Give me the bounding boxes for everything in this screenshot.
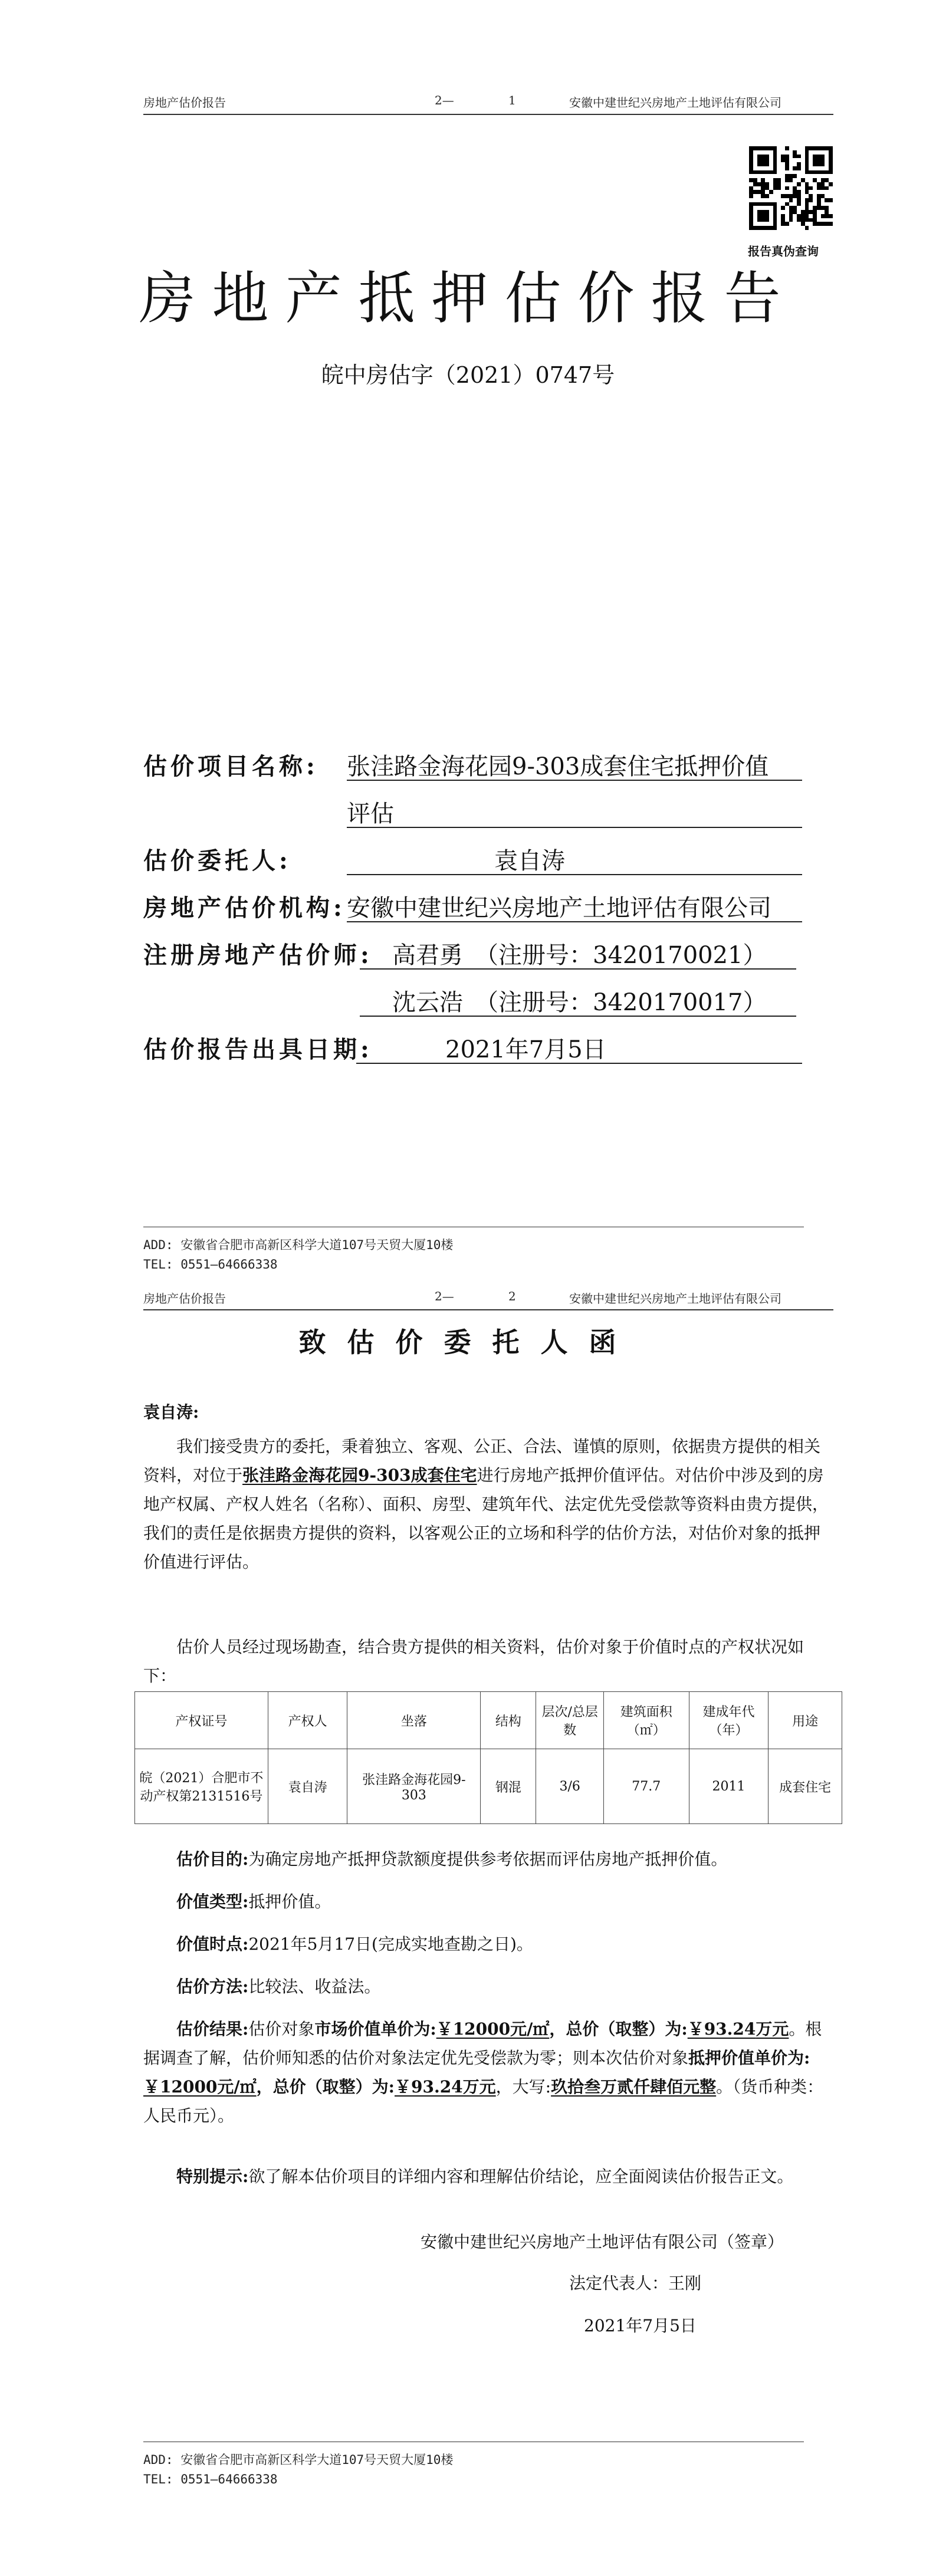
table-header: 产权人 <box>268 1692 347 1749</box>
project-label: 估价项目名称: <box>143 753 318 780</box>
table-cell: 2011 <box>689 1749 768 1824</box>
legal-representative: 法定代表人：王刚 <box>569 2273 702 2293</box>
client-value: 袁自涛 <box>494 847 565 875</box>
header-report-name: 房地产估价报告 <box>143 96 226 110</box>
table-cell: 77.7 <box>603 1749 689 1824</box>
header-page-number: 2— <box>435 1289 454 1303</box>
result-paragraph: 估价结果:估价对象市场价值单价为:￥12000元/㎡，总价（取整）为:￥93.24万元。根据调查了解，估价师知悉的估价对象法定优先受偿款为零；则本次估价对象抵押价值单价为:￥12000元/㎡，总价（取整）为:￥93.24万元，大写:玖拾叁万贰仟肆佰元整。（货币种类：人民币元）。 <box>143 2019 824 2125</box>
footer-address: ADD: 安徽省合肥市高新区科学大道107号天贸大厦10楼 <box>143 2453 454 2467</box>
table-cell: 成套住宅 <box>768 1749 842 1824</box>
date-label: 估价报告出具日期: <box>143 1036 373 1063</box>
header-company: 安徽中建世纪兴房地产土地评估有限公司 <box>569 96 781 110</box>
project-value-line1: 张洼路金海花园9-303成套住宅抵押价值 <box>347 753 769 780</box>
date-value: 2021年7月5日 <box>445 1036 606 1063</box>
purpose-line: 估价目的:为确定房地产抵押贷款额度提供参考依据而评估房地产抵押价值。 <box>176 1849 728 1869</box>
table-header-row <box>135 1692 842 1749</box>
paragraph-1: 我们接受贵方的委托，秉着独立、客观、公正、合法、谨慎的原则，依据贵方提供的相关资料，对位于张洼路金海花园9-303成套住宅进行房地产抵押价值评估。对估价中涉及到的房地产权属、产权人姓名（名称）、面积、房型、建筑年代、法定优先受偿款等资料由贵方提供，我们的责任是依据贵方提供的资料，以客观公正的立场和科学的估价方法，对估价对象的抵押价值进行评估。 <box>143 1437 829 1572</box>
underline <box>347 827 802 828</box>
underline <box>347 874 802 875</box>
underline <box>360 1016 796 1017</box>
method-line: 估价方法:比较法、收益法。 <box>176 1977 381 1996</box>
table-cell: 钢混 <box>481 1749 536 1824</box>
table-header: 用途 <box>768 1692 842 1749</box>
table-header: 坐落 <box>347 1692 481 1749</box>
report-title: 房地产抵押估价报告 <box>139 265 797 331</box>
agency-value: 安徽中建世纪兴房地产土地评估有限公司 <box>347 895 771 922</box>
project-value-line2: 评估 <box>347 800 394 827</box>
underline <box>360 968 796 970</box>
signature-company: 安徽中建世纪兴房地产土地评估有限公司（签章） <box>421 2232 784 2252</box>
qr-caption: 报告真伪查询 <box>748 244 819 258</box>
value-type-line: 价值类型:抵押价值。 <box>176 1892 331 1911</box>
table-cell: 袁自涛 <box>268 1749 347 1824</box>
client-label: 估价委托人: <box>143 847 291 875</box>
underline <box>356 1063 802 1064</box>
header-rule <box>143 114 833 115</box>
header-company: 安徽中建世纪兴房地产土地评估有限公司 <box>569 1292 781 1306</box>
qr-code-icon[interactable] <box>749 146 833 230</box>
header-rule <box>143 1309 833 1310</box>
table-cell: 皖（2021）合肥市不动产权第2131516号 <box>135 1749 268 1824</box>
value-date-line: 价值时点:2021年5月17日(完成实地查勘之日)。 <box>176 1934 533 1954</box>
appraiser-1: 高君勇 （注册号：3420170021） <box>392 942 767 969</box>
underline <box>347 780 802 781</box>
special-note: 特别提示:欲了解本估价项目的详细内容和理解估价结论，应全面阅读估价报告正文。 <box>176 2167 794 2186</box>
table-header: 建成年代（年） <box>689 1692 768 1749</box>
footer-tel: TEL: 0551—64666338 <box>143 1257 278 1271</box>
table-row <box>135 1749 842 1824</box>
table-header: 层次/总层数 <box>536 1692 603 1749</box>
table-header: 结构 <box>481 1692 536 1749</box>
footer-tel: TEL: 0551—64666338 <box>143 2472 278 2486</box>
salutation: 袁自涛: <box>143 1402 199 1422</box>
table-cell: 张洼路金海花园9-303 <box>347 1749 481 1824</box>
table-header: 建筑面积（㎡） <box>603 1692 689 1749</box>
property-rights-table <box>134 1691 842 1824</box>
header-page-sub: 2 <box>508 1289 516 1303</box>
table-header: 产权证号 <box>135 1692 268 1749</box>
document-number: 皖中房估字（2021）0747号 <box>321 362 615 388</box>
underline <box>347 921 802 922</box>
signature-date: 2021年7月5日 <box>584 2316 697 2335</box>
appraiser-2: 沈云浩 （注册号：3420170017） <box>392 989 767 1016</box>
table-cell: 3/6 <box>536 1749 603 1824</box>
property-address: 张洼路金海花园9-303成套住宅 <box>242 1466 477 1485</box>
agency-label: 房地产估价机构: <box>143 894 346 922</box>
header-page-number: 2— <box>435 93 454 107</box>
letter-title: 致估价委托人函 <box>298 1326 638 1358</box>
paragraph-2: 估价人员经过现场勘查，结合贵方提供的相关资料，估价对象于价值时点的产权状况如下： <box>143 1637 804 1685</box>
appraiser-label: 注册房地产估价师: <box>143 941 373 969</box>
header-report-name: 房地产估价报告 <box>143 1292 226 1306</box>
footer-address: ADD: 安徽省合肥市高新区科学大道107号天贸大厦10楼 <box>143 1238 454 1252</box>
header-page-sub: 1 <box>508 93 516 107</box>
